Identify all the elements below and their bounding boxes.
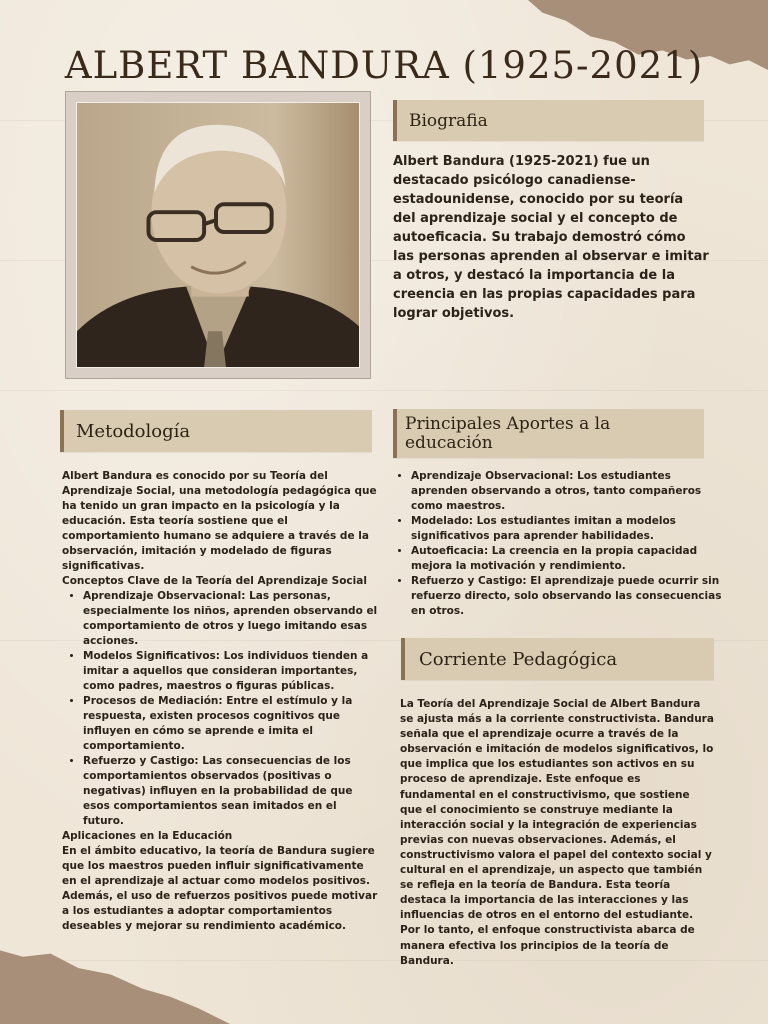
heading-biografia bbox=[393, 100, 704, 141]
page-title: ALBERT BANDURA (1925-2021) bbox=[64, 44, 704, 87]
conceptos-subheading: Conceptos Clave de la Teoría del Aprendizaje Social bbox=[62, 575, 367, 587]
list-item: • Procesos de Mediación: Entre el estímulo y la respuesta, existen procesos cognitivos que influyen en cómo se aprende e imita el comportamiento. bbox=[83, 694, 378, 754]
aplicaciones-subheading: Aplicaciones en la Educación bbox=[62, 830, 233, 842]
list-item: • Modelado: Los estudiantes imitan a modelos significativos para aprender habilidades. bbox=[411, 514, 727, 544]
portrait-illustration bbox=[77, 103, 359, 367]
metodologia-intro: Albert Bandura es conocido por su Teoría del Aprendizaje Social, una metodología pedagógica que ha tenido un gran impacto en la psicología y la educación. Esta teoría sostiene que el comportamiento humano se adquiere a través de la observación, imitación y modelado de figuras significativas. bbox=[62, 470, 377, 572]
heading-corriente-label: Corriente Pedagógica bbox=[419, 648, 618, 670]
aportes-list bbox=[398, 469, 727, 619]
list-item: • Autoeficacia: La creencia en la propia capacidad mejora la motivación y rendimiento. bbox=[411, 544, 727, 574]
corriente-text: La Teoría del Aprendizaje Social de Albert Bandura se ajusta más a la corriente constructivista. Bandura señala que el aprendizaje ocurre a través de la observación e imitación de modelos significativos, lo que implica que los estudiantes son activos en su proceso de aprendizaje. Este enfoque es fundamental en el constructivismo, que sostiene que el conocimiento se construye mediante la interacción social y la integración de experiencias previas con nuevas observaciones. Además, el constructivismo valora el papel del contexto social y cultural en el aprendizaje, un aspecto que también se refleja en la teoría de Bandura. Esta teoría destaca la importancia de las interacciones y las influencias de otros en el entorno del estudiante. Por lo tanto, el enfoque constructivista abarca de manera efectiva los principios de la teoría de Bandura. bbox=[400, 698, 714, 967]
metodologia-body bbox=[62, 469, 378, 934]
portrait-photo bbox=[76, 102, 360, 368]
conceptos-list bbox=[62, 589, 378, 829]
heading-aportes bbox=[393, 409, 704, 458]
photo-frame bbox=[65, 91, 371, 379]
biografia-text: Albert Bandura (1925-2021) fue un destacado psicólogo canadiense-estadounidense, conocido por su teoría del aprendizaje social y el concepto de autoeficacia. Su trabajo demostró cómo las personas aprenden al observar e imitar a otros, y destacó la importancia de la creencia en las propias capacidades para lograr objetivos. bbox=[393, 154, 709, 321]
heading-metodologia bbox=[60, 410, 372, 452]
heading-corriente bbox=[401, 638, 714, 680]
list-item: • Aprendizaje Observacional: Las personas, especialmente los niños, aprenden observando el comportamiento de otros y luego imitando esas acciones. bbox=[83, 589, 378, 649]
heading-aportes-line1: Principales Aportes a la bbox=[405, 413, 611, 434]
heading-metodologia-label: Metodología bbox=[76, 420, 191, 442]
background-script-line bbox=[0, 390, 768, 392]
list-item: • Aprendizaje Observacional: Los estudiantes aprenden observando a otros, tanto compañeros como maestros. bbox=[411, 469, 727, 514]
heading-biografia-label: Biografia bbox=[409, 110, 488, 131]
list-item: • Modelos Significativos: Los individuos tienden a imitar a aquellos que consideran importantes, como padres, maestros o figuras públicas. bbox=[83, 649, 378, 694]
aplicaciones-text: En el ámbito educativo, la teoría de Bandura sugiere que los maestros pueden influir significativamente en el aprendizaje al actuar como modelos positivos. Además, el uso de refuerzos positivos puede motivar a los estudiantes a adoptar comportamientos deseables y mejorar su rendimiento académico. bbox=[62, 845, 378, 932]
list-item: • Refuerzo y Castigo: El aprendizaje puede ocurrir sin refuerzo directo, solo observando las consecuencias en otros. bbox=[411, 574, 727, 619]
heading-aportes-line2: educación bbox=[405, 432, 493, 453]
list-item: • Refuerzo y Castigo: Las consecuencias de los comportamientos observados (positivas o negativas) influyen en la probabilidad de que esos comportamientos sean imitados en el futuro. bbox=[83, 754, 378, 829]
